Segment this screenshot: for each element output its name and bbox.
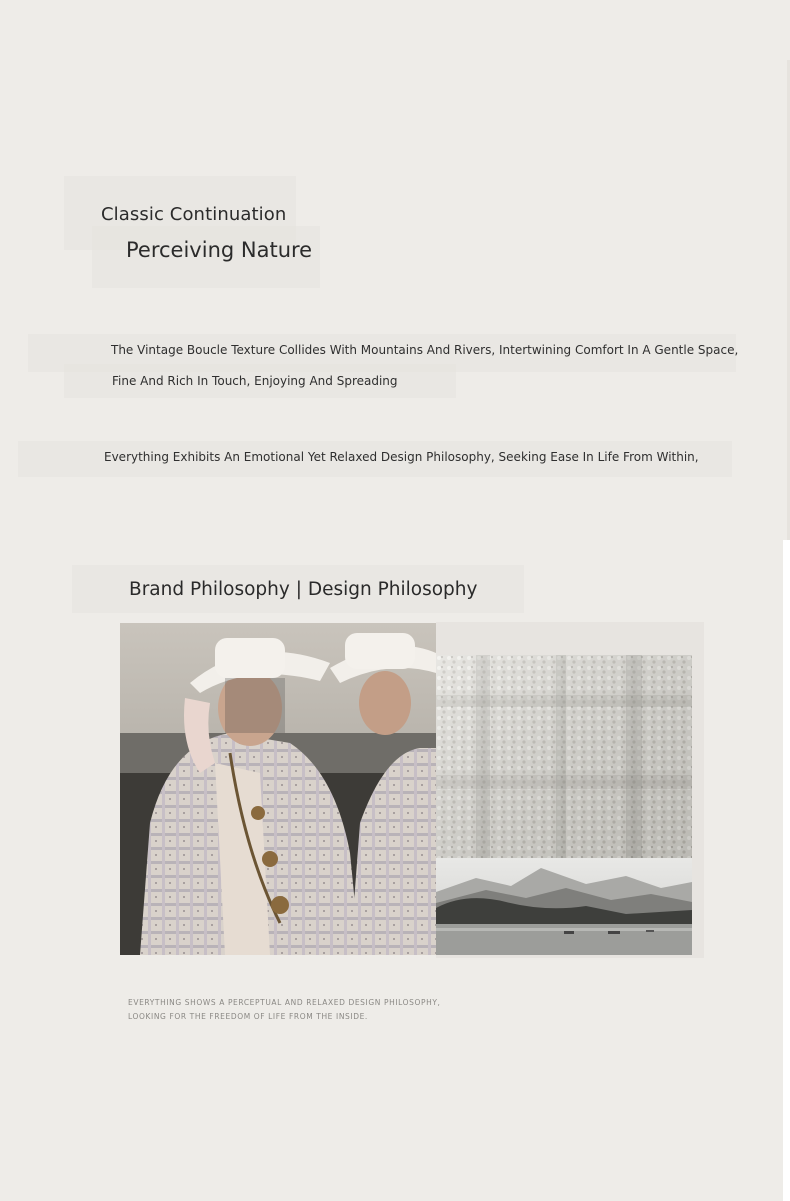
caption-line: EVERYTHING SHOWS A PERCEPTUAL AND RELAXED DESIGN PHILOSOPHY, xyxy=(128,998,441,1007)
paragraph-line: Fine And Rich In Touch, Enjoying And Spreading xyxy=(112,374,398,388)
paragraph-line: The Vintage Boucle Texture Collides With Mountains And Rivers, Intertwining Comfort In A Gentle Space, xyxy=(111,343,739,357)
paragraph-line: Everything Exhibits An Emotional Yet Relaxed Design Philosophy, Seeking Ease In Life From Within, xyxy=(104,450,699,464)
fashion-models-photo xyxy=(120,623,436,955)
section-title: Brand Philosophy | Design Philosophy xyxy=(129,579,478,600)
kicker-heading: Classic Continuation xyxy=(101,204,287,225)
caption-line: LOOKING FOR THE FREEDOM OF LIFE FROM THE INSIDE. xyxy=(128,1012,368,1021)
page-title: Perceiving Nature xyxy=(126,238,313,262)
edge-strip xyxy=(783,540,790,1201)
mountain-lake-landscape xyxy=(436,858,692,955)
boucle-fabric-texture xyxy=(436,655,692,858)
